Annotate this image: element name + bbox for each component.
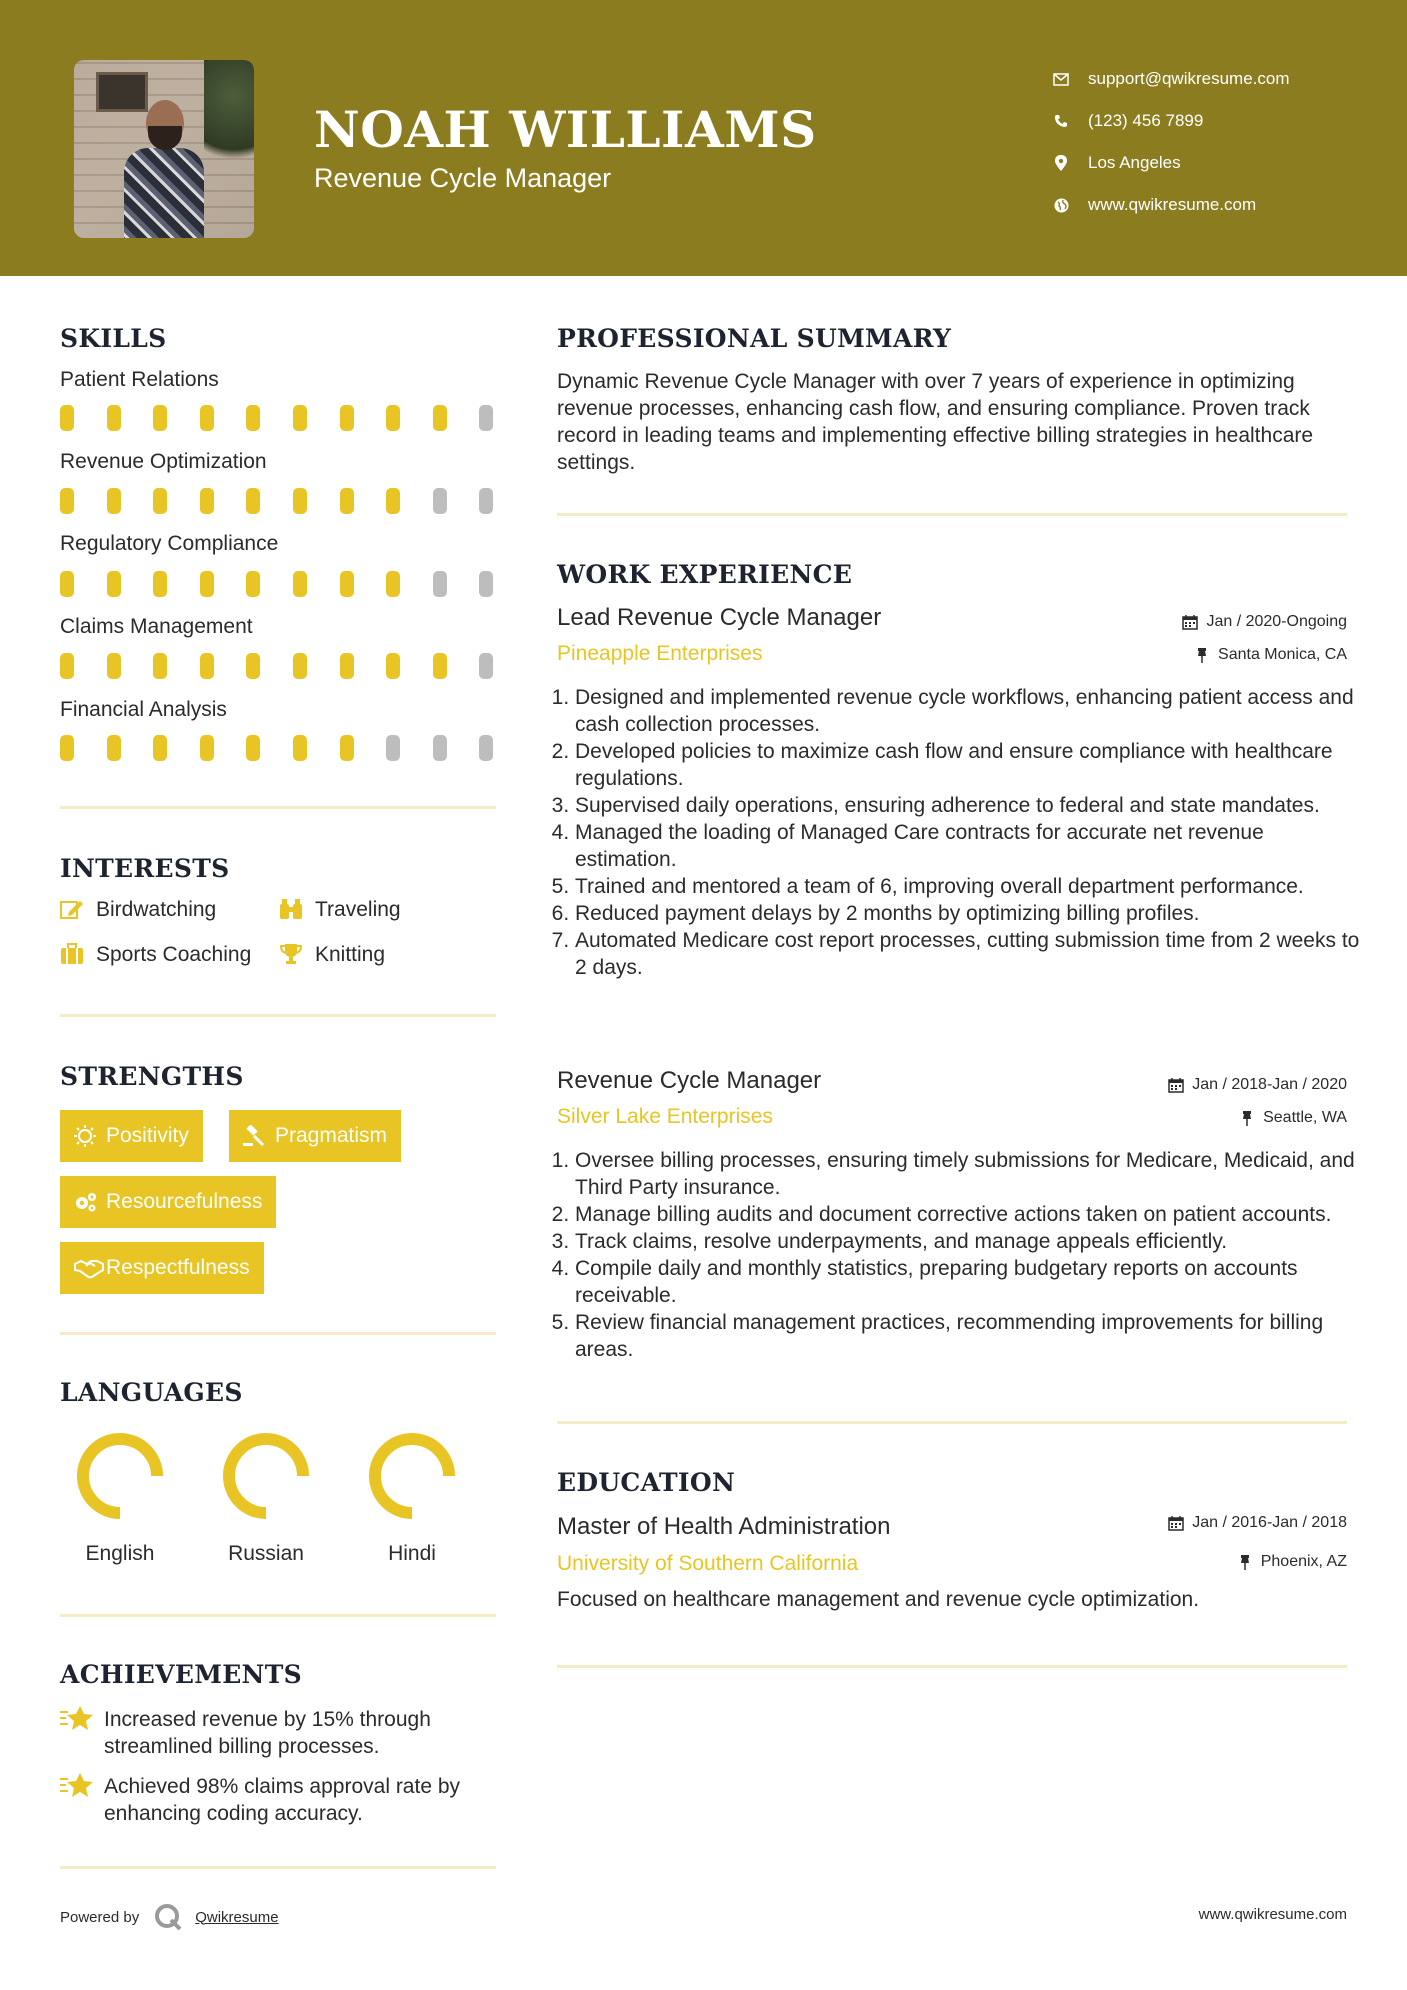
experience-title: WORK EXPERIENCE [557, 560, 853, 589]
interest-label: Knitting [315, 943, 386, 966]
job-location [1239, 1109, 1347, 1127]
education-dates-text: Jan / 2016-Jan / 2018 [1192, 1514, 1347, 1531]
job-dates-text: Jan / 2020-Ongoing [1206, 613, 1347, 630]
section-divider [60, 1332, 496, 1335]
section-divider [557, 513, 1347, 516]
skills-title: SKILLS [60, 324, 167, 353]
skill-dot [153, 488, 167, 514]
skill-dot [340, 735, 354, 761]
envelope-icon [1050, 70, 1072, 88]
languages-title: LANGUAGES [60, 1378, 243, 1407]
contact-website-text: www.qwikresume.com [1088, 195, 1257, 214]
section-divider [60, 806, 496, 809]
skill-dot [60, 653, 74, 679]
sun-icon [74, 1125, 96, 1147]
strength-label: Pragmatism [275, 1124, 388, 1147]
achievements-title: ACHIEVEMENTS [60, 1660, 302, 1689]
skill-dot [386, 735, 400, 761]
skill-dot [433, 653, 447, 679]
summary-title: PROFESSIONAL SUMMARY [557, 324, 952, 353]
skill-dot [107, 571, 121, 597]
skill-dot [60, 735, 74, 761]
language-rings [60, 1426, 500, 1526]
interest-item [60, 898, 216, 922]
job-dates [1182, 613, 1347, 631]
skill-dot [293, 653, 307, 679]
skill-dot [246, 735, 260, 761]
skill-dot [479, 735, 493, 761]
contact-email-text: support@qwikresume.com [1088, 69, 1290, 88]
trophy-icon [279, 943, 305, 967]
pin-icon [1194, 647, 1210, 663]
skill-dot [433, 571, 447, 597]
skill-rating [60, 653, 500, 679]
skill-dot [293, 488, 307, 514]
skill-dot [107, 653, 121, 679]
section-divider [60, 1014, 496, 1017]
company-name: Silver Lake Enterprises [557, 1105, 773, 1128]
job-bullets [557, 1147, 1365, 1363]
contact-location [1050, 142, 1290, 184]
skill-dot [153, 653, 167, 679]
strength-tag [60, 1176, 276, 1228]
skill-rating [60, 488, 500, 514]
resume-header [0, 0, 1407, 276]
footer-url[interactable]: www.qwikresume.com [1198, 1906, 1347, 1923]
skill-dot [153, 735, 167, 761]
job-dates-text: Jan / 2018-Jan / 2020 [1192, 1076, 1347, 1093]
language-ring [375, 1439, 449, 1513]
strength-tag [60, 1110, 203, 1162]
contact-website[interactable] [1050, 184, 1290, 226]
skill-dot [200, 571, 214, 597]
skill-dot [153, 571, 167, 597]
skill-rating [60, 735, 500, 761]
skill-rating [60, 405, 500, 431]
job-bullet: 6. Reduced payment delays by 2 months by optimizing billing profiles. [575, 900, 1365, 927]
job-bullet: 1. Designed and implemented revenue cycle workflows, enhancing patient access and cash collection processes. [575, 684, 1365, 738]
language-ring [83, 1439, 157, 1513]
education-dates [1168, 1514, 1347, 1532]
pencil-icon [60, 898, 86, 922]
contact-location-text: Los Angeles [1088, 153, 1181, 172]
job-bullet: 5. Trained and mentored a team of 6, improving overall department performance. [575, 873, 1365, 900]
skill-dot [60, 405, 74, 431]
skill-dot [340, 405, 354, 431]
handshake-icon [74, 1257, 96, 1279]
skill-dot [433, 735, 447, 761]
language-ring [229, 1439, 303, 1513]
job-title: Lead Revenue Cycle Manager [557, 604, 882, 631]
language-label: Russian [228, 1542, 304, 1565]
skill-dot [340, 653, 354, 679]
section-divider [557, 1421, 1347, 1424]
skill-label: Patient Relations [60, 368, 219, 391]
qwikresume-logo-icon [153, 1902, 183, 1932]
skill-dot [386, 488, 400, 514]
gavel-icon [243, 1125, 265, 1147]
job-bullets [557, 684, 1365, 981]
skill-dot [433, 405, 447, 431]
pin-icon [1239, 1110, 1255, 1126]
skill-dot [386, 653, 400, 679]
job-bullet: 5. Review financial management practices, recommending improvements for billing areas. [575, 1309, 1365, 1363]
brand-link[interactable]: Qwikresume [195, 1908, 279, 1926]
skill-dot [293, 405, 307, 431]
skill-rating [60, 571, 500, 597]
cogs-icon [74, 1191, 96, 1213]
education-title: EDUCATION [557, 1468, 736, 1497]
strength-label: Respectfulness [106, 1256, 250, 1279]
contact-email[interactable] [1050, 58, 1290, 100]
strengths-title: STRENGTHS [60, 1062, 244, 1091]
education-description: Focused on healthcare management and revenue cycle optimization. [557, 1588, 1200, 1611]
interest-label: Traveling [315, 898, 401, 921]
job-bullet: 2. Developed policies to maximize cash flow and ensure compliance with healthcare regulations. [575, 738, 1365, 792]
skill-dot [433, 488, 447, 514]
skill-dot [479, 653, 493, 679]
achievement-item [60, 1706, 510, 1760]
strength-label: Resourcefulness [106, 1190, 263, 1213]
section-divider [557, 1665, 1347, 1668]
job-bullet: 4. Managed the loading of Managed Care contracts for accurate net revenue estimation. [575, 819, 1365, 873]
job-title: Revenue Cycle Manager [557, 1067, 822, 1094]
footer-powered [60, 1902, 279, 1932]
education-location [1237, 1553, 1347, 1571]
interest-item [279, 943, 385, 967]
job-location-text: Santa Monica, CA [1218, 646, 1347, 663]
skill-label: Revenue Optimization [60, 450, 267, 473]
calendar-icon [1168, 1077, 1184, 1093]
candidate-name: NOAH WILLIAMS [314, 100, 817, 159]
calendar-icon [1182, 614, 1198, 630]
skill-dot [153, 405, 167, 431]
star-icon [60, 1771, 94, 1801]
section-divider [60, 1866, 496, 1869]
skill-dot [386, 405, 400, 431]
skill-dot [60, 488, 74, 514]
strength-tag [60, 1242, 264, 1294]
job-bullet: 1. Oversee billing processes, ensuring timely submissions for Medicare, Medicaid, and Third Party insurance. [575, 1147, 1365, 1201]
skill-dot [340, 571, 354, 597]
interest-item [279, 898, 401, 922]
skill-dot [200, 405, 214, 431]
interest-label: Birdwatching [96, 898, 217, 921]
star-icon [60, 1704, 94, 1734]
profile-photo [74, 60, 254, 238]
job-bullet: 3. Supervised daily operations, ensuring adherence to federal and state mandates. [575, 792, 1365, 819]
contact-phone[interactable] [1050, 100, 1290, 142]
education-location-text: Phoenix, AZ [1260, 1553, 1347, 1570]
contact-phone-text: (123) 456 7899 [1088, 111, 1204, 130]
pin-icon [1237, 1554, 1253, 1570]
school-name: University of Southern California [557, 1552, 859, 1575]
achievement-item [60, 1773, 510, 1827]
contact-list [1050, 58, 1290, 226]
summary-text: Dynamic Revenue Cycle Manager with over 7 years of experience in optimizing revenue processes, enhancing cash flow, and ensuring compliance. Proven track record in leading teams and implementing effective billing strategies in healthcare settings. [557, 370, 1314, 474]
achievement-text: Achieved 98% claims approval rate by enhancing coding accuracy. [104, 1775, 461, 1825]
skill-dot [107, 488, 121, 514]
skill-dot [246, 571, 260, 597]
interest-item [60, 943, 251, 967]
job-bullet: 3. Track claims, resolve underpayments, and manage appeals efficiently. [575, 1228, 1365, 1255]
calendar-icon [1168, 1515, 1184, 1531]
phone-icon [1050, 112, 1072, 130]
skill-dot [479, 488, 493, 514]
achievement-text: Increased revenue by 15% through streamlined billing processes. [104, 1708, 431, 1758]
language-label: Hindi [388, 1542, 436, 1565]
language-label: English [85, 1542, 155, 1565]
job-bullet: 7. Automated Medicare cost report processes, cutting submission time from 2 weeks to 2 days. [575, 927, 1365, 981]
interest-label: Sports Coaching [96, 943, 252, 966]
skill-dot [293, 735, 307, 761]
strength-tag [229, 1110, 401, 1162]
skill-dot [479, 571, 493, 597]
skill-dot [246, 653, 260, 679]
skill-dot [200, 653, 214, 679]
skill-dot [246, 488, 260, 514]
skill-dot [107, 405, 121, 431]
skill-dot [60, 571, 74, 597]
briefcase-icon [60, 943, 86, 967]
skill-dot [340, 488, 354, 514]
powered-by-text: Powered by [60, 1908, 140, 1926]
skill-dot [479, 405, 493, 431]
globe-icon [1050, 196, 1072, 214]
section-divider [60, 1614, 496, 1617]
degree-title: Master of Health Administration [557, 1513, 891, 1540]
skill-dot [246, 405, 260, 431]
skill-label: Regulatory Compliance [60, 532, 279, 555]
skill-dot [200, 488, 214, 514]
location-pin-icon [1050, 154, 1072, 172]
company-name: Pineapple Enterprises [557, 642, 763, 665]
job-bullet: 4. Compile daily and monthly statistics, preparing budgetary reports on accounts receivable. [575, 1255, 1365, 1309]
skill-label: Financial Analysis [60, 698, 227, 721]
strength-label: Positivity [106, 1124, 189, 1147]
binoculars-icon [279, 898, 305, 922]
skill-dot [200, 735, 214, 761]
skill-label: Claims Management [60, 615, 253, 638]
skill-dot [386, 571, 400, 597]
job-dates [1168, 1076, 1347, 1094]
skill-dot [293, 571, 307, 597]
skill-dot [107, 735, 121, 761]
job-bullet: 2. Manage billing audits and document corrective actions taken on patient accounts. [575, 1201, 1365, 1228]
job-location [1194, 646, 1347, 664]
job-location-text: Seattle, WA [1263, 1109, 1347, 1126]
candidate-role: Revenue Cycle Manager [314, 163, 612, 193]
interests-title: INTERESTS [60, 854, 230, 883]
